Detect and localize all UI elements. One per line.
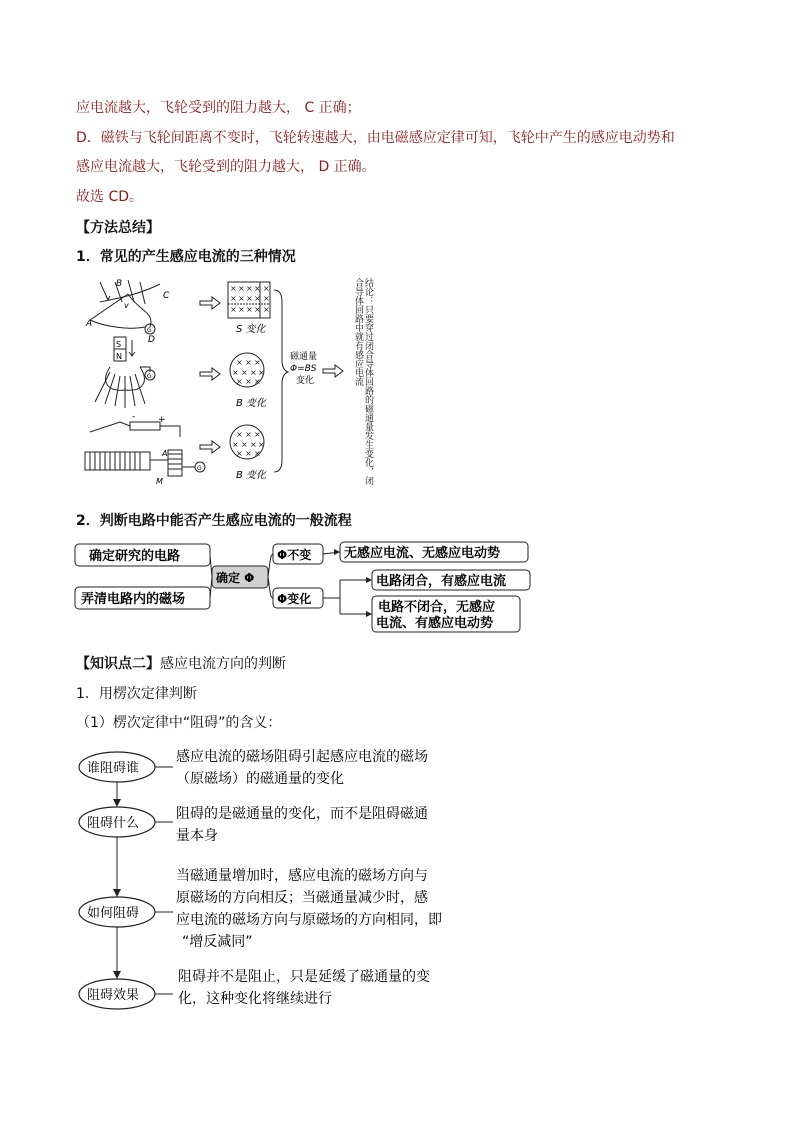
magnet-coil-apparatus [95,337,155,408]
svg-text:×: × [245,358,252,367]
conclusion-vertical-text: 结论：只要穿过闭合导体回路的磁通量发生变化，闭合导体回路中就有感应电流 [353,278,373,485]
knowledge2-sub2: （1）楞次定律中“阻碍”的含义： [76,715,282,731]
magnet-s-label: S [116,340,122,349]
svg-text:×: × [236,449,243,458]
label-a-bottom: A [162,449,168,458]
galvanometer-label-2: G [147,373,152,380]
method-summary-heading: 【方法总结】 [76,220,160,236]
svg-text:×: × [230,284,237,293]
svg-text:×: × [254,449,261,458]
field-change-circle-1 [230,353,265,387]
flux-label-1: 磁通量 [290,352,318,362]
b-change-label-1: B 变化 [236,398,267,409]
field-change-circle-2 [230,425,265,459]
svg-text:×: × [236,358,243,367]
svg-text:×: × [254,305,261,314]
svg-text:×: × [263,294,270,303]
svg-text:×: × [230,305,237,314]
svg-text:×: × [254,430,261,439]
label-a: A [86,319,93,329]
svg-text:×: × [254,377,261,386]
text-result-closed: 电路闭合，有感应电流 [376,574,507,589]
svg-text:×: × [246,305,253,314]
answer-line-1: 应电流越大，飞轮受到的阻力越大， C 正确； [76,100,361,116]
desc-who-2: （原磁场）的磁通量的变化 [176,771,344,787]
knowledge2-title: 感应电流方向的判断 [160,656,286,672]
answer-line-2: D．磁铁与飞轮间距离不变时，飞轮转速越大，由电磁感应定律可知，飞轮中产生的感应电动势和 [76,130,675,146]
oval-text-effect: 阻碍效果 [87,988,140,1003]
flux-label-3: 变化 [296,376,315,386]
text-clarify-field: 弄清电路内的磁场 [81,592,186,607]
hollow-arrows [200,297,220,453]
desc-who-1: 感应电流的磁场阻碍引起感应电流的磁场 [176,749,428,765]
svg-text:×: × [236,430,243,439]
svg-text:×: × [258,440,265,449]
svg-text:×: × [238,305,245,314]
desc-how-3: 应电流的磁场方向与原磁场的方向相同，即 [176,912,442,928]
svg-text:×: × [245,430,252,439]
desc-effect-1: 阻碍并不是阻止，只是延缓了磁通量的变 [178,969,430,985]
oval-text-what: 阻碍什么 [87,816,140,831]
svg-text:×: × [250,440,257,449]
svg-text:×: × [236,377,243,386]
text-flux-unchanged: Φ不变 [277,548,312,562]
svg-text:×: × [241,368,248,377]
desc-what-2: 量本身 [176,828,218,844]
galvanometer-label-3: G [197,465,202,472]
svg-text:×: × [230,294,237,303]
svg-text:×: × [238,294,245,303]
svg-text:×: × [246,284,253,293]
desc-how-4: “增反减同” [182,934,253,950]
rheostat-coil-apparatus [85,422,205,476]
desc-effect-2: 化，这种变化将继续进行 [178,991,332,1007]
magnet-n-label: N [116,352,122,361]
text-study-circuit: 确定研究的电路 [89,549,181,564]
conclusion-arrow [323,365,343,377]
svg-text:×: × [241,440,248,449]
s-change-label: S 变化 [236,324,266,335]
induction-situations-figure [70,272,390,497]
flux-label-2: Φ=BS [290,364,317,374]
svg-text:×: × [254,294,261,303]
knowledge2-heading [76,653,286,673]
text-result-open-1: 电路不闭合，无感应 [378,600,496,615]
svg-text:×: × [258,368,265,377]
label-v: v [124,301,129,310]
svg-text:×: × [250,368,257,377]
text-flux-changed: Φ变化 [277,592,312,606]
label-c: C [163,291,170,301]
desc-how-2: 原磁场的方向相反；当磁通量减少时，感 [176,890,428,906]
grouping-brace [274,290,288,472]
svg-text:×: × [263,284,270,293]
battery-plus-label: + [158,415,166,425]
knowledge2-bracket: 【知识点二】 [76,656,160,672]
b-change-label-2: B 变化 [236,470,267,481]
svg-text:×: × [245,377,252,386]
svg-text:×: × [246,294,253,303]
oval-text-how: 如何阻碍 [87,906,140,921]
svg-text:×: × [232,368,239,377]
svg-text:×: × [263,305,270,314]
desc-how-1: 当磁通量增加时，感应电流的磁场方向与 [176,868,428,884]
section2-title: 2．判断电路中能否产生感应电流的一般流程 [76,513,352,529]
svg-text:×: × [238,284,245,293]
galvanometer-label-1: G [147,327,152,334]
knowledge2-sub1: 1．用楞次定律判断 [76,686,197,702]
oval-text-who: 谁阻碍谁 [87,761,140,776]
lenz-meaning-diagram [70,740,480,1025]
label-d: D [148,335,155,345]
label-b: B [116,279,123,289]
lenz-connectors [117,767,173,994]
svg-text:×: × [245,449,252,458]
text-result-none: 无感应电流、无感应电动势 [344,546,501,561]
flux-flowchart [70,538,540,636]
label-m: M [156,477,163,486]
answer-line-3: 感应电流越大，飞轮受到的阻力越大， D 正确。 [76,159,376,175]
battery-minus-label: - [132,412,136,422]
section1-title: 1．常见的产生感应电流的三种情况 [76,249,296,265]
desc-what-1: 阻碍的是磁通量的变化，而不是阻碍磁通 [176,806,428,822]
area-change-grid [228,282,270,318]
text-determine-flux: 确定 Φ [216,571,255,585]
svg-text:×: × [254,284,261,293]
text-result-open-2: 电流、有感应电动势 [376,616,494,631]
svg-text:×: × [254,358,261,367]
answer-line-4: 故选 CD。 [76,189,144,205]
svg-text:×: × [232,440,239,449]
